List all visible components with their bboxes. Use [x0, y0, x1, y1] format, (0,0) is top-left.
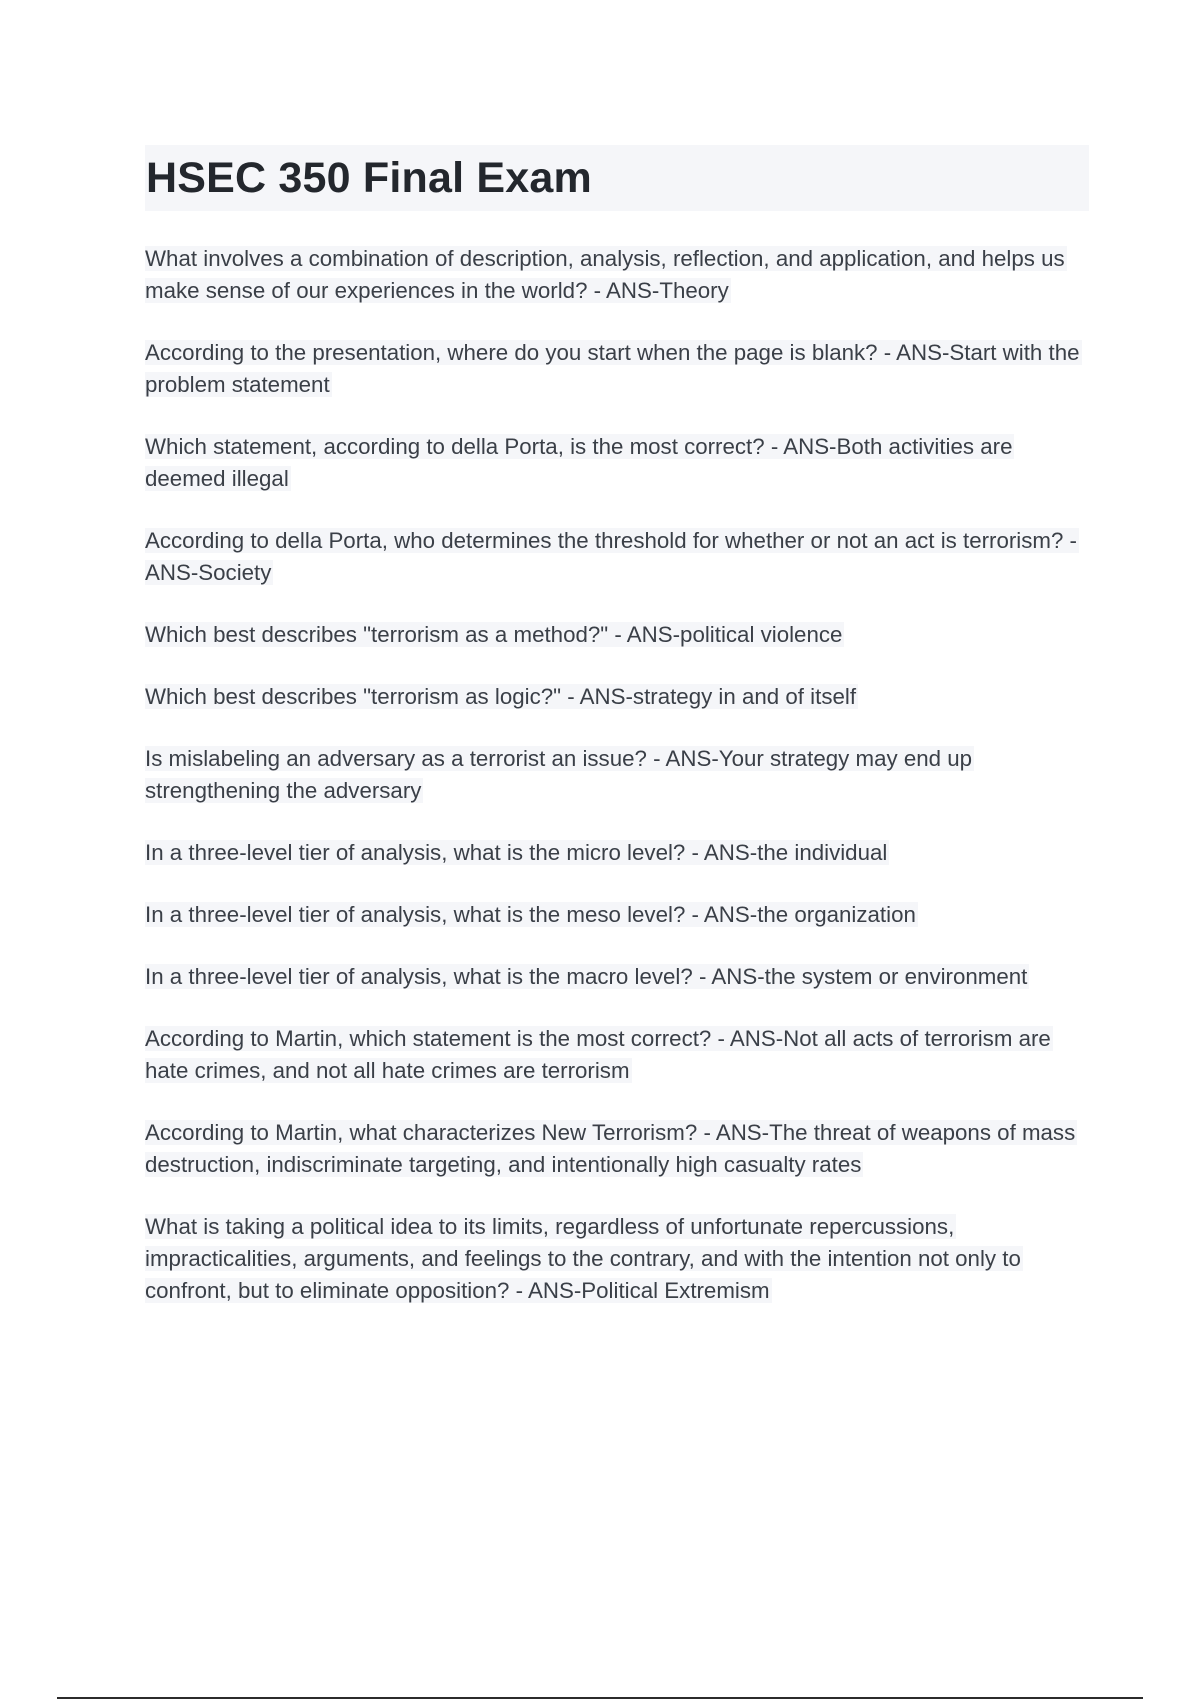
qa-text: In a three-level tier of analysis, what is the micro level? - ANS-the individual: [145, 840, 888, 865]
qa-text: According to Martin, which statement is the most correct? - ANS-Not all acts of terrorism are hate crimes, and not all hate crimes are terrorism: [145, 1026, 1051, 1083]
page-title: HSEC 350 Final Exam: [146, 154, 592, 202]
qa-item: [145, 525, 1093, 589]
qa-item: [145, 1211, 1093, 1307]
qa-text: What involves a combination of description, analysis, reflection, and application, and helps us make sense of our experiences in the world? - ANS-Theory: [145, 246, 1065, 303]
qa-text: Which statement, according to della Porta, is the most correct? - ANS-Both activities are deemed illegal: [145, 434, 1013, 491]
qa-item: [145, 743, 1093, 807]
qa-text: In a three-level tier of analysis, what is the meso level? - ANS-the organization: [145, 902, 916, 927]
qa-item: [145, 243, 1093, 307]
qa-item: [145, 431, 1093, 495]
qa-text: Is mislabeling an adversary as a terrorist an issue? - ANS-Your strategy may end up strengthening the adversary: [145, 746, 973, 803]
qa-text: According to Martin, what characterizes New Terrorism? - ANS-The threat of weapons of mass destruction, indiscriminate targeting, and intentionally high casualty rates: [145, 1120, 1076, 1177]
title-band: [145, 145, 1089, 211]
qa-item: [145, 337, 1093, 401]
qa-item: [145, 619, 1093, 651]
qa-text: In a three-level tier of analysis, what is the macro level? - ANS-the system or environment: [145, 964, 1028, 989]
qa-item: [145, 1023, 1093, 1087]
qa-text: According to the presentation, where do you start when the page is blank? - ANS-Start with the problem statement: [145, 340, 1080, 397]
footer-divider: [57, 1697, 1143, 1699]
qa-text: Which best describes "terrorism as logic?" - ANS-strategy in and of itself: [145, 684, 857, 709]
qa-item: [145, 961, 1093, 993]
qa-item: [145, 681, 1093, 713]
question-answer-list: [145, 243, 1093, 1337]
qa-text: What is taking a political idea to its limits, regardless of unfortunate repercussions, impracticalities, arguments, and feelings to the contrary, and with the intention not only to confront, but to eliminate opposition? - ANS-Political Extremism: [145, 1214, 1021, 1303]
qa-item: [145, 899, 1093, 931]
qa-text: According to della Porta, who determines the threshold for whether or not an act is terrorism? - ANS-Society: [145, 528, 1077, 585]
qa-item: [145, 1117, 1093, 1181]
qa-text: Which best describes "terrorism as a method?" - ANS-political violence: [145, 622, 843, 647]
qa-item: [145, 837, 1093, 869]
